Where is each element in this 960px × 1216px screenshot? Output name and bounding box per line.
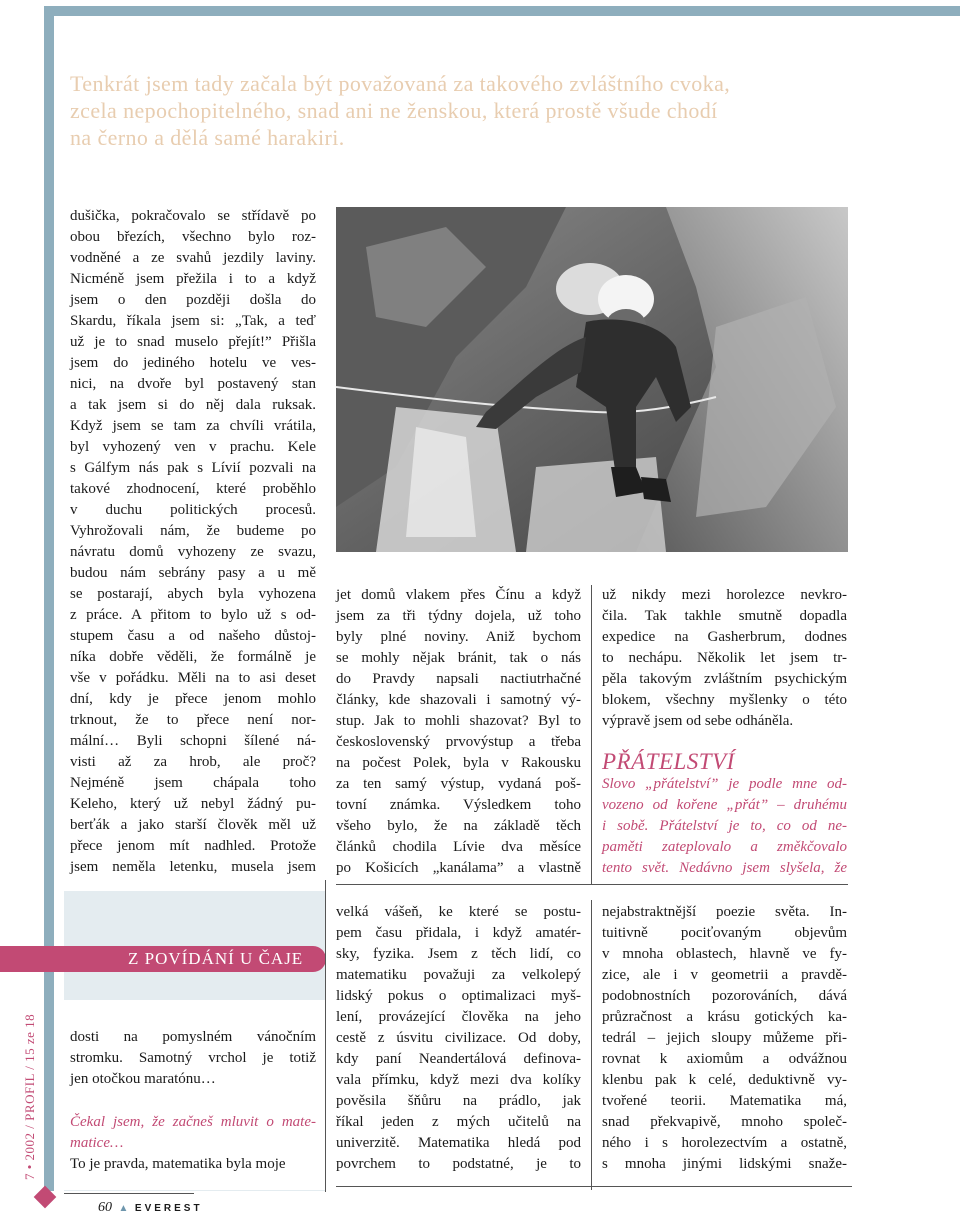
column-3-lower: [602, 902, 847, 1175]
pull-quote-line: Tenkrát jsem tady začala být považovaná za takového zvláštního cvoka,: [70, 71, 731, 96]
text-line: dušička, pokračovalo se střídavě po: [70, 208, 316, 224]
text-line: Skardu, říkala jsem si: „Tak, a teď: [70, 313, 316, 329]
issue-label: [22, 1014, 38, 1180]
climber-photo: [336, 207, 848, 552]
text-line: to nechápu. Několik let jsem tr-: [602, 650, 847, 666]
text-line: vše v pořádku. Měli na to asi deset: [70, 670, 316, 686]
left-frame-bar: [44, 6, 54, 1191]
text-line: Nejméně jsem chápala toho: [70, 775, 316, 791]
text-line: jsem neměla letenku, musela jsem: [70, 859, 316, 875]
text-line: byl vyhozený ven v prachu. Kele: [70, 439, 316, 455]
text-line: říkal jeden z mých učitelů na: [336, 1114, 581, 1130]
text-line: pem času přidala, i když amatér-: [336, 925, 581, 941]
text-line: jsem o den později došla do: [70, 292, 316, 308]
section-lead: [602, 774, 847, 879]
text-line: paměti zateplovalo a změkčovalo: [602, 839, 847, 855]
text-line: mální… Byli schopni šílené ná-: [70, 733, 316, 749]
text-line: se postarají, abych byla vyhozena: [70, 586, 316, 602]
issue-section: PROFIL: [22, 1073, 37, 1121]
text-line: trknout, že to přece není nor-: [70, 712, 316, 728]
text-line: v duchu politických procesů.: [70, 502, 316, 518]
text-line: už nikdy mezi horolezce nevkro-: [602, 587, 847, 603]
text-line: univerzitě. Matematika hledá pod: [336, 1135, 581, 1151]
text-line: ného i s horolezectvím a ostatně,: [602, 1135, 847, 1151]
text-line: nejabstraktnější poezie světa. In-: [602, 904, 847, 920]
text-line: velká vášeň, ke které se postu-: [336, 904, 581, 920]
column-2: [336, 585, 581, 879]
magazine-name: EVEREST: [134, 1203, 203, 1214]
text-line: jet domů vlakem přes Čínu a když: [336, 587, 581, 603]
text-line: návratu domů vyhozeny ze svazu,: [70, 544, 316, 560]
text-line: a tak jsem si do něj dala ruksak.: [70, 397, 316, 413]
column-2-lower: [336, 902, 581, 1175]
text-line: jsem za tři týdny dojela, už toho: [336, 608, 581, 624]
text-line: sky, fyzika. Jsem z těch lidí, co: [336, 946, 581, 962]
text-line: byly plné noviny. Aniž bychom: [336, 629, 581, 645]
text-line: tedrál – jejich sloupy můžeme při-: [602, 1030, 847, 1046]
footer-rule: [64, 1193, 194, 1194]
text-line: všeho bylo, že na základě těch: [336, 818, 581, 834]
text-line: vodněné a ze svahů jezdily laviny.: [70, 250, 316, 266]
text-line: už je to snad muselo přejít!” Přišla: [70, 334, 316, 350]
text-line: blokem, všechny myšlenky o této: [602, 692, 847, 708]
text-line: článků chodila Lívie dva měsíce: [336, 839, 581, 855]
text-line: tovní známka. Výsledkem toho: [336, 797, 581, 813]
column-1: [70, 206, 316, 878]
column-3: [602, 585, 847, 732]
text-line: průzračnost a krásu gotických ka-: [602, 1009, 847, 1025]
text-line: s mnoha jinými lidskými snaže-: [602, 1156, 847, 1172]
pull-quote-line: na černo a dělá samé harakiri.: [70, 125, 345, 150]
text-line: budou nám sebrány pasy a u mě: [70, 565, 316, 581]
text-line: československý prvovýstup a třeba: [336, 734, 581, 750]
text-line: dní, kdy je přece jenom mohlo: [70, 691, 316, 707]
text-line: do Pravdy napsali nactiutrhačné: [336, 671, 581, 687]
text-line: po Košicích „kanálama” a vlastně: [336, 860, 581, 876]
interview-question: [70, 1112, 316, 1154]
section-banner-label: Z POVÍDÁNÍ U ČAJE: [128, 949, 304, 968]
text-line: To je pravda, matematika byla moje: [70, 1156, 286, 1172]
text-line: na počest Polek, byla v Rakousku: [336, 755, 581, 771]
top-frame-bar: [44, 6, 960, 16]
text-line: dosti na pomyslném vánočním: [70, 1029, 316, 1045]
text-line: Nicméně jsem přežila i to a když: [70, 271, 316, 287]
text-line: rovnat k axiomům a odvážnou: [602, 1051, 847, 1067]
issue-separator: /: [22, 1124, 37, 1129]
text-line: Vyhrožovali nám, že budeme po: [70, 523, 316, 539]
text-line: podobnostních pozorováních, dává: [602, 988, 847, 1004]
issue-bullet: •: [22, 1164, 37, 1170]
text-line: čila. Tak takhle smutně dopadla: [602, 608, 847, 624]
text-line: stromku. Samotný vrchol je totiž: [70, 1050, 316, 1066]
text-line: zice, ale i v geometrii a pravdě-: [602, 967, 847, 983]
section-heading: PŘÁTELSTVÍ: [602, 749, 735, 774]
text-line: Slovo „přátelství” je podle mne od-: [602, 776, 847, 792]
text-line: berťák a jako starší člověk měl už: [70, 817, 316, 833]
section-banner: [0, 946, 326, 972]
pull-quote-line: zcela nepochopitelného, snad ani ne ženskou, která prostě všude chodí: [70, 98, 718, 123]
text-line: přece jenom mít nadhled. Protože: [70, 838, 316, 854]
climber-photo-image: [336, 207, 848, 552]
text-line: lení, provázející člověka na jeho: [336, 1009, 581, 1025]
pull-quote: [70, 70, 860, 151]
text-line: klenbu pak k celé, deduktivně vy-: [602, 1072, 847, 1088]
text-line: lidský pokus o optimalizaci myš-: [336, 988, 581, 1004]
text-line: povrchem to podstatné, je to: [336, 1156, 581, 1172]
page-number: 60: [98, 1200, 112, 1215]
text-line: stupem času a od našeho důstoj-: [70, 628, 316, 644]
text-line: Čekal jsem, že začneš mluvit o mate-: [70, 1114, 316, 1130]
text-line: za ten samý výstup, vydaná poš-: [336, 776, 581, 792]
triangle-icon: ▲: [118, 1203, 129, 1214]
column-rule: [325, 880, 326, 1192]
text-line: se mohly nějak bránit, tak o nás: [336, 650, 581, 666]
text-line: matice…: [70, 1135, 124, 1151]
text-line: pěla takovým zvláštním psychickým: [602, 671, 847, 687]
text-line: takové zhodnocení, které proběhlo: [70, 481, 316, 497]
text-line: výpravě jsem od sebe odháněla.: [602, 713, 794, 729]
text-line: i sobě. Přátelství je to, co od ne-: [602, 818, 847, 834]
text-line: kdy paní Neandertálová definova-: [336, 1051, 581, 1067]
text-line: v mnoha oblastech, hlavně ve fy-: [602, 946, 847, 962]
column-rule: [591, 900, 592, 1190]
issue-year: 2002: [22, 1132, 37, 1161]
text-line: pověsila šňůru na prádlo, jak: [336, 1093, 581, 1109]
text-line: vala přímku, když mezi dva kolíky: [336, 1072, 581, 1088]
text-line: nici, na dvoře byl postavený stan: [70, 376, 316, 392]
page-footer: [98, 1200, 203, 1216]
column-rule: [591, 585, 592, 885]
issue-number: 7: [22, 1173, 37, 1180]
text-line: jsem do jediného hotelu ve ves-: [70, 355, 316, 371]
text-line: články, kde shazovali i samotný vý-: [336, 692, 581, 708]
text-line: tuitivně pociťovaným objevům: [602, 925, 847, 941]
text-line: matematiku považuji za velkolepý: [336, 967, 581, 983]
column-1-tail: [70, 1154, 316, 1175]
text-line: Keleho, který už nebyl žádný pu-: [70, 796, 316, 812]
text-line: visti až za hrob, ale proč?: [70, 754, 316, 770]
text-line: stup. Jak to mohli shazovat? Byl to: [336, 713, 581, 729]
text-line: s Gálfym nás pak s Lívií pozvali na: [70, 460, 316, 476]
text-line: obou březích, všechno bylo roz-: [70, 229, 316, 245]
text-line: z práce. A přitom to bylo už s od-: [70, 607, 316, 623]
text-line: snad překvapivě, mnoho společ-: [602, 1114, 847, 1130]
bottom-rule: [336, 1186, 852, 1187]
column-1-lower: [70, 1027, 316, 1090]
text-line: vozeno od kořene „přát” – druhému: [602, 797, 847, 813]
column-divider: [336, 884, 848, 885]
issue-separator: /: [22, 1065, 37, 1070]
text-line: Když jsem se tam za chvíli vrátila,: [70, 418, 316, 434]
text-line: expedice na Gasherbrum, dodnes: [602, 629, 847, 645]
text-line: jen otočkou maratónu…: [70, 1071, 216, 1087]
text-line: tvořené teorii. Matematika má,: [602, 1093, 847, 1109]
issue-pages: 15 ze 18: [22, 1013, 37, 1062]
text-line: cestě z úsvitu civilizace. Od doby,: [336, 1030, 581, 1046]
text-line: níka dobře věděli, že formálně je: [70, 649, 316, 665]
text-line: tento svět. Nedávno jsem slyšela, že: [602, 860, 847, 876]
